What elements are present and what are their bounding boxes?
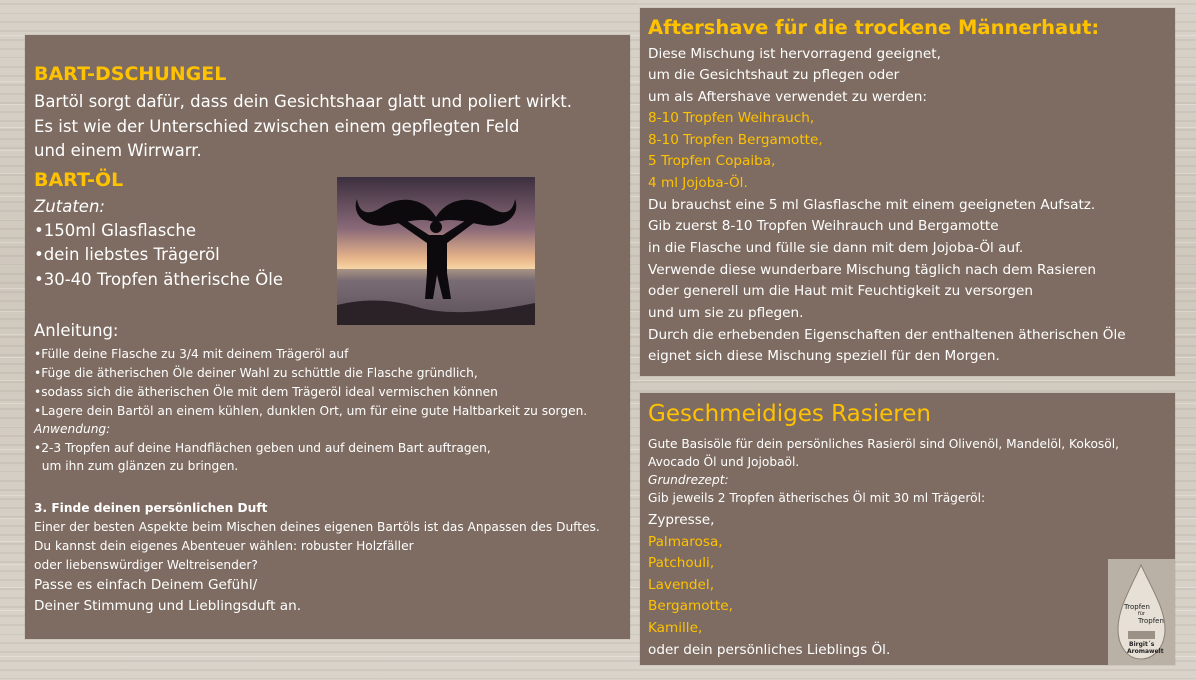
anwendung-line-1: •2-3 Tropfen auf deine Handflächen geben und auf deinem Bart auftragen, <box>34 441 491 455</box>
duft-end-line-1: Passe es einfach Deinem Gefühl/ <box>34 577 258 593</box>
aftershave-heading: Aftershave für die trockene Männerhaut: <box>648 16 1100 39</box>
zutaten-item-3: •30-40 Tropfen ätherische Öle <box>34 270 284 289</box>
duft-line-3: oder liebenswürdiger Weltreisender? <box>34 558 258 572</box>
anleitung-step-4: •Lagere dein Bartöl an einem kühlen, dunklen Ort, um für eine gute Haltbarkeit zu sorgen. <box>34 404 588 418</box>
shaving-heading: Geschmeidiges Rasieren <box>648 401 931 427</box>
oil-patchouli: Patchouli, <box>648 555 715 571</box>
oil-kamille: Kamille, <box>648 620 703 636</box>
logo-text-5: Aromawelt <box>1127 648 1164 655</box>
aftershave-body-1: Du brauchst eine 5 ml Glasflasche mit einem geeigneten Aufsatz. <box>648 197 1096 213</box>
ingredient-3: 5 Tropfen Copaiba, <box>648 153 776 169</box>
duft-line-2: Du kannst dein eigenes Abenteuer wählen: robuster Holzfäller <box>34 539 414 553</box>
shaving-intro-1: Gute Basisöle für dein persönliches Rasieröl sind Olivenöl, Mandelöl, Kokosöl, <box>648 437 1119 451</box>
aftershave-panel <box>640 8 1175 376</box>
aftershave-body-2: Gib zuerst 8-10 Tropfen Weihrauch und Bergamotte <box>648 218 999 234</box>
anleitung-step-1: •Fülle deine Flasche zu 3/4 mit deinem Trägeröl auf <box>34 347 349 361</box>
intro-line-2: Es ist wie der Unterschied zwischen einem gepflegten Feld <box>34 117 520 136</box>
ingredient-2: 8-10 Tropfen Bergamotte, <box>648 132 823 148</box>
anleitung-label: Anleitung: <box>34 321 119 340</box>
intro-line-1: Bartöl sorgt dafür, dass dein Gesichtshaar glatt und poliert wirkt. <box>34 92 572 111</box>
anwendung-label: Anwendung: <box>34 422 111 436</box>
logo-text-1: Tropfen <box>1124 603 1150 611</box>
intro-line-3: und einem Wirrwarr. <box>34 141 202 160</box>
tropfen-fuer-tropfen-logo <box>1108 559 1175 665</box>
aftershave-intro-2: um die Gesichtshaut zu pflegen oder <box>648 67 900 83</box>
logo-text-4: Birgit´s <box>1129 641 1155 648</box>
mustache-silhouette-image <box>337 177 535 325</box>
oil-zypresse: Zypresse, <box>648 512 715 528</box>
ingredient-1: 8-10 Tropfen Weihrauch, <box>648 110 815 126</box>
shaving-closing: oder dein persönliches Lieblings Öl. <box>648 642 891 658</box>
oil-lavendel: Lavendel, <box>648 577 715 593</box>
anwendung-line-2: um ihn zum glänzen zu bringen. <box>34 459 239 473</box>
duft-heading: 3. Finde deinen persönlichen Duft <box>34 501 268 515</box>
logo-text-2: für <box>1138 611 1145 617</box>
aftershave-body-8: eignet sich diese Mischung speziell für den Morgen. <box>648 348 1000 364</box>
bart-oel-heading: BART-ÖL <box>34 169 124 191</box>
oil-bergamotte: Bergamotte, <box>648 598 733 614</box>
logo-text-3: Tropfen <box>1138 617 1164 625</box>
shaving-intro-2: Avocado Öl und Jojobaöl. <box>648 455 800 469</box>
zutaten-item-1: •150ml Glasflasche <box>34 221 196 240</box>
zutaten-item-2: •dein liebstes Trägeröl <box>34 245 220 264</box>
aftershave-intro-1: Diese Mischung ist hervorragend geeignet, <box>648 46 941 62</box>
zutaten-label: Zutaten: <box>34 197 105 216</box>
anleitung-step-3: •sodass sich die ätherischen Öle mit dem Trägeröl ideal vermischen können <box>34 385 498 399</box>
oil-palmarosa: Palmarosa, <box>648 534 723 550</box>
anleitung-step-2: •Füge die ätherischen Öle deiner Wahl zu schüttle die Flasche gründlich, <box>34 366 478 380</box>
duft-line-1: Einer der besten Aspekte beim Mischen deines eigenen Bartöls ist das Anpassen des Duftes. <box>34 520 600 534</box>
beard-oil-panel <box>25 35 630 639</box>
duft-end-line-2: Deiner Stimmung und Lieblingsduft an. <box>34 598 302 614</box>
aftershave-intro-3: um als Aftershave verwendet zu werden: <box>648 89 927 105</box>
grundrezept-label: Grundrezept: <box>648 473 729 487</box>
aftershave-body-4: Verwende diese wunderbare Mischung täglich nach dem Rasieren <box>648 262 1096 278</box>
aftershave-body-5: oder generell um die Haut mit Feuchtigkeit zu versorgen <box>648 283 1033 299</box>
shaving-panel <box>640 393 1175 665</box>
bart-dschungel-heading: BART-DSCHUNGEL <box>34 63 227 85</box>
aftershave-body-6: und um sie zu pflegen. <box>648 305 804 321</box>
ingredient-4: 4 ml Jojoba-Öl. <box>648 175 748 191</box>
aftershave-body-7: Durch die erhebenden Eigenschaften der enthaltenen ätherischen Öle <box>648 327 1126 343</box>
aftershave-body-3: in die Flasche und fülle sie dann mit dem Jojoba-Öl auf. <box>648 240 1024 256</box>
grundrezept-text: Gib jeweils 2 Tropfen ätherisches Öl mit 30 ml Trägeröl: <box>648 491 986 505</box>
